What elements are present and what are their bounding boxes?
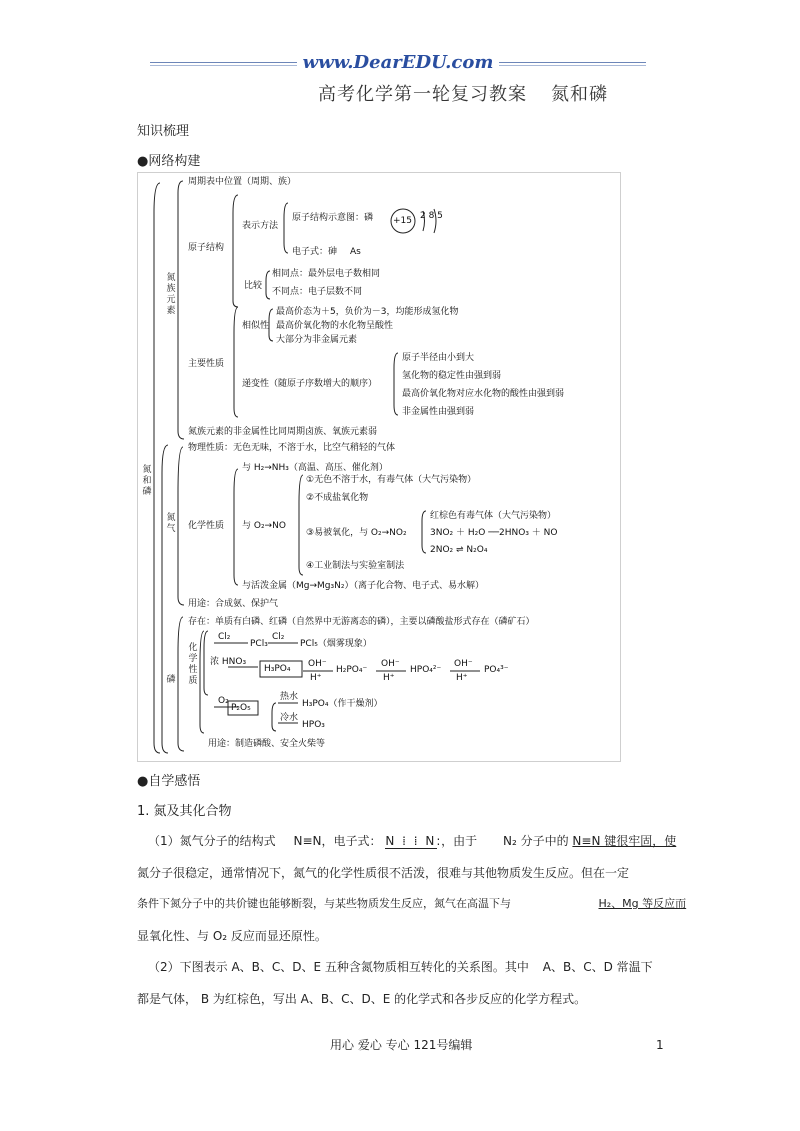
map-compare: 比较 bbox=[244, 281, 263, 291]
map-o2: O₂ bbox=[218, 696, 229, 706]
map-hno3: 浓 HNO₃ bbox=[210, 657, 247, 667]
map-grad2: 氢化物的稳定性由强到弱 bbox=[402, 371, 502, 381]
map-n-h2: 与 H₂→NH₃（高温、高压、催化剂） bbox=[242, 463, 388, 473]
map-n-metal: 与活泼金属（Mg→Mg₃N₂）（离子化合物、电子式、易水解） bbox=[242, 581, 484, 591]
label-phosphorus: 磷 bbox=[166, 675, 176, 685]
map-p-nucleus: +15 bbox=[393, 216, 412, 226]
n2-electron-formula: N ⁞ ⁞ N: bbox=[385, 834, 443, 848]
map-sim3: 大部分为非金属元素 bbox=[276, 335, 358, 345]
map-same: 相同点：最外层电子数相同 bbox=[272, 269, 381, 279]
map-cold-water: 冷水 bbox=[280, 713, 299, 723]
label-family: 氮族元素 bbox=[166, 273, 176, 316]
map-cl2-a: Cl₂ bbox=[218, 632, 231, 642]
map-pcl5: PCl₅（烟雾现象） bbox=[300, 639, 372, 649]
map-h2po4: H₂PO₄⁻ bbox=[336, 665, 368, 675]
map-hpo3: HPO₃ bbox=[302, 720, 325, 730]
concept-map bbox=[137, 172, 621, 762]
map-pcl3: PCl₃ bbox=[250, 639, 268, 649]
para-line4: 显氧化性、与 O₂ 反应而显还原性。 bbox=[137, 929, 327, 943]
map-n-physical: 物理性质：无色无味，不溶于水，比空气稍轻的气体 bbox=[188, 443, 396, 453]
page-subtitle: 氮和磷 bbox=[551, 84, 608, 105]
map-eq2: 2NO₂ ⇌ N₂O₄ bbox=[430, 545, 488, 555]
map-oh-3: OH⁻ bbox=[454, 659, 473, 669]
map-oh-1: OH⁻ bbox=[308, 659, 327, 669]
map-h-3: H⁺ bbox=[456, 673, 468, 683]
map-grad3: 最高价氧化物对应水化物的酸性由强到弱 bbox=[402, 389, 565, 399]
label-nitrogen-phosphorus: 氮和磷 bbox=[142, 465, 152, 497]
page-title: 高考化学第一轮复习教案 氮和磷 bbox=[318, 84, 608, 105]
map-similarity: 相似性 bbox=[242, 321, 270, 331]
map-grad4: 非金属性由强到弱 bbox=[402, 407, 475, 417]
map-h-2: H⁺ bbox=[383, 673, 395, 683]
map-h3po4-2: H₃PO₄（作干燥剂） bbox=[302, 699, 383, 709]
map-representation: 表示方法 bbox=[242, 221, 279, 231]
map-h-1: H⁺ bbox=[310, 673, 322, 683]
map-cl2-b: Cl₂ bbox=[272, 632, 285, 642]
para-line2: 氮分子很稳定，通常情况下，氮气的化学性质很不活泼，很难与其他物质发生反应。但在一定 bbox=[137, 866, 630, 880]
map-h3po4: H₃PO₄ bbox=[264, 664, 291, 674]
para-line3: 条件下氮分子中的共价键也能够断裂，与某些物质发生反应，氮气在高温下与 H₂、Mg 等反应而 bbox=[137, 897, 687, 910]
footer-text: 用心 爱心 专心 121号编辑 bbox=[330, 1038, 473, 1052]
section-knowledge: 知识梳理 bbox=[137, 124, 190, 139]
map-no4: ④工业制法与实验室制法 bbox=[306, 561, 405, 571]
page-number: 1 bbox=[656, 1038, 664, 1052]
map-grad1: 原子半径由小到大 bbox=[402, 353, 475, 363]
para-line6: 都是气体， B 为红棕色，写出 A、B、C、D、E 的化学式和各步反应的化学方程式。 bbox=[137, 992, 587, 1006]
para-line5: （2）下图表示 A、B、C、D、E 五种含氮物质相互转化的关系图。其中 A、B、C、D 常温下 bbox=[148, 960, 653, 974]
section-item1: 1. 氮及其化合物 bbox=[137, 804, 232, 819]
map-position: 周期表中位置（周期、族） bbox=[188, 177, 297, 187]
map-diff: 不同点：电子层数不同 bbox=[272, 287, 363, 297]
map-p-shells: 2 8 5 bbox=[420, 211, 443, 221]
map-family-note: 氮族元素的非金属性比同周期卤族、氧族元素弱 bbox=[188, 427, 378, 437]
map-p-use: 用途：制造磷酸、安全火柴等 bbox=[208, 739, 326, 749]
map-n-use: 用途：合成氨、保护气 bbox=[188, 599, 279, 609]
site-logo: www.DearEDU.com bbox=[150, 52, 646, 74]
map-atomic-structure: 原子结构 bbox=[188, 243, 225, 253]
map-n-chem: 化学性质 bbox=[188, 521, 225, 531]
map-p-exist: 存在：单质有白磷、红磷（自然界中无游离态的磷），主要以磷酸盐形式存在（磷矿石） bbox=[188, 617, 535, 627]
map-as-symbol: As bbox=[350, 247, 361, 257]
map-sim1: 最高价态为＋5，负价为－3，均能形成氢化物 bbox=[276, 307, 459, 317]
map-eq1: 3NO₂ ＋ H₂O ──2HNO₃ ＋ NO bbox=[430, 528, 558, 538]
map-atomic-diagram: 原子结构示意图：磷 bbox=[292, 213, 374, 223]
map-hpo4: HPO₄²⁻ bbox=[410, 665, 442, 675]
section-self-study: ●自学感悟 bbox=[137, 774, 201, 789]
label-p-chem: 化学性质 bbox=[188, 643, 198, 686]
map-electron-formula: 电子式：砷 bbox=[292, 247, 338, 257]
map-po4: PO₄³⁻ bbox=[484, 665, 509, 675]
label-nitrogen: 氮气 bbox=[166, 513, 176, 534]
map-gradation: 递变性（随原子序数增大的顺序） bbox=[242, 379, 378, 389]
map-no2: ②不成盐氧化物 bbox=[306, 493, 369, 503]
section-network: ●网络构建 bbox=[137, 154, 201, 169]
map-no2-prop: 红棕色有毒气体（大气污染物） bbox=[430, 511, 557, 521]
map-n-o2: 与 O₂→NO bbox=[242, 521, 286, 531]
map-sim2: 最高价氧化物的水化物呈酸性 bbox=[276, 321, 394, 331]
map-no1: ①无色不溶于水，有毒气体（大气污染物） bbox=[306, 475, 477, 485]
map-main-props: 主要性质 bbox=[188, 359, 225, 369]
map-no3: ③易被氧化，与 O₂→NO₂ bbox=[306, 528, 407, 538]
map-oh-2: OH⁻ bbox=[381, 659, 400, 669]
map-p2o5: P₂O₅ bbox=[231, 703, 251, 713]
map-hot-water: 热水 bbox=[280, 692, 299, 702]
para-line1: （1）氮气分子的结构式 N≡N，电子式： N ⁞ ⁞ N: ，由于 N₂ 分子中的 N≡N 键很牢固，使 bbox=[148, 834, 677, 848]
